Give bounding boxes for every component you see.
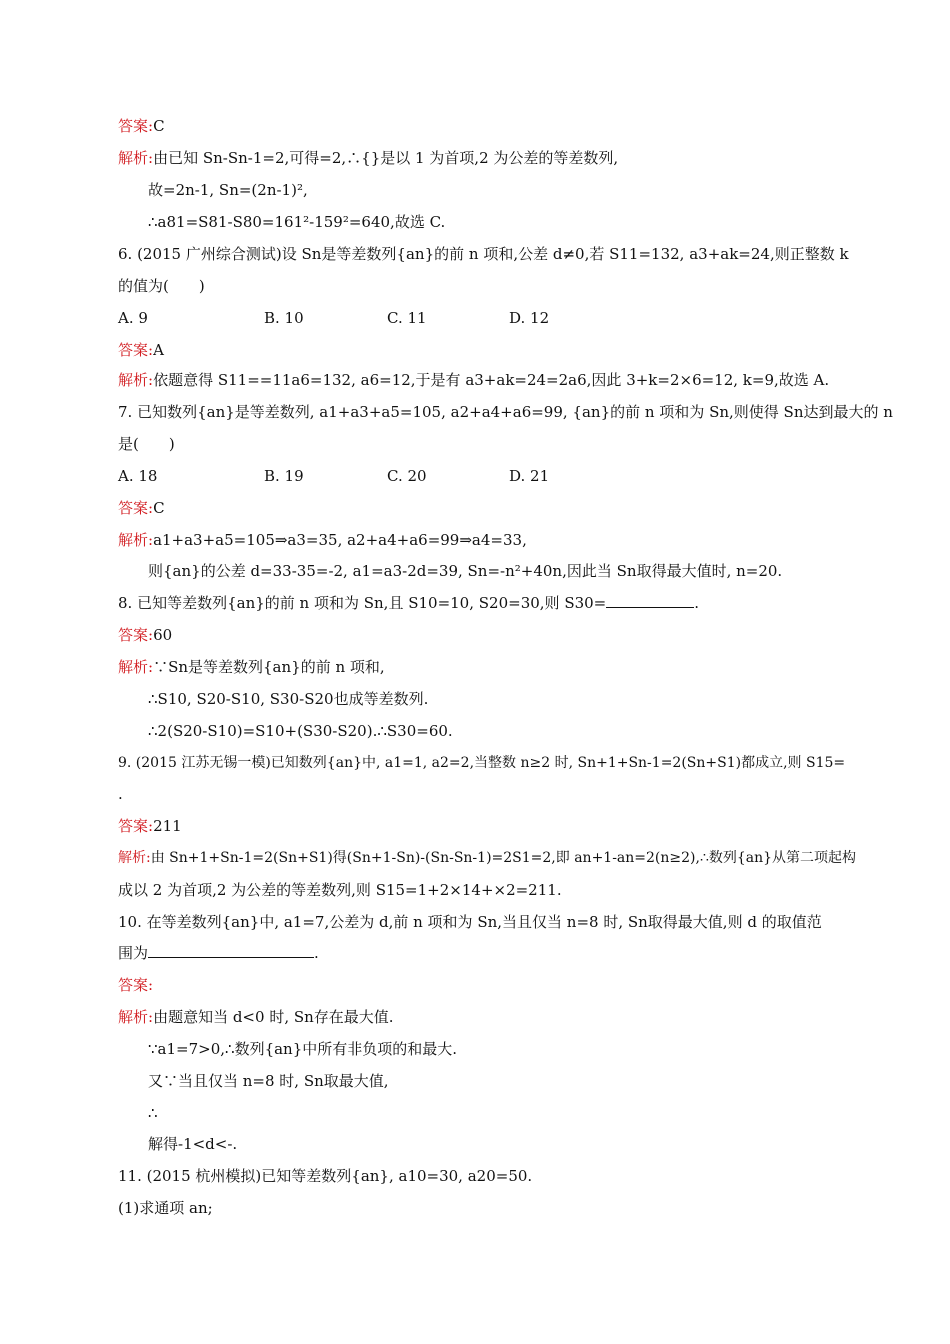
option-b: B. 19	[264, 467, 304, 485]
solution-line: 解得-1<d<-.	[148, 1135, 238, 1153]
question-7: 7. 已知数列{an}是等差数列, a1+a3+a5=105, a2+a4+a6=99, {an}的前 n 项和为 Sn,则使得 Sn达到最大的 n	[118, 403, 893, 421]
answer-line	[118, 116, 165, 136]
option-a: A. 18	[118, 467, 158, 485]
answer-label: 答案:	[118, 976, 154, 994]
solution-label: 解析:	[118, 658, 154, 676]
answer-blank	[148, 943, 314, 958]
answer-label: 答案:	[118, 626, 154, 644]
question-9-cont: .	[118, 785, 123, 803]
option-c: C. 20	[387, 467, 427, 485]
question-9: 9. (2015 江苏无锡一模)已知数列{an}中, a1=1, a2=2,当整数 n≥2 时, Sn+1+Sn-1=2(Sn+S1)都成立,则 S15=	[118, 755, 846, 771]
solution-line: ∴a81=S81-S80=161²-159²=640,故选 C.	[148, 213, 446, 231]
question-8-text: 8. 已知等差数列{an}的前 n 项和为 Sn,且 S10=10, S20=30,则 S30=	[118, 594, 607, 612]
answer-label: 答案:	[118, 341, 154, 359]
answer-text: 211	[153, 817, 182, 835]
option-a: A. 9	[118, 309, 148, 327]
answer-line	[118, 498, 165, 518]
answer-label: 答案:	[118, 817, 154, 835]
option-b: B. 10	[264, 309, 304, 327]
solution-line: ∵a1=7>0,∴数列{an}中所有非负项的和最大.	[148, 1040, 458, 1058]
answer-text: 60	[153, 626, 173, 644]
solution-text: 依题意得 S11==11a6=132, a6=12,于是有 a3+ak=24=2a6,因此 3+k=2×6=12, k=9,故选 A.	[153, 371, 830, 389]
answer-blank	[606, 593, 694, 608]
solution-line: ∴	[148, 1104, 158, 1122]
question-6: 6. (2015 广州综合测试)设 Sn是等差数列{an}的前 n 项和,公差 d≠0,若 S11=132, a3+ak=24,则正整数 k	[118, 245, 849, 263]
solution-line: 成以 2 为首项,2 为公差的等差数列,则 S15=1+2×14+×2=211.	[118, 881, 562, 899]
solution-line	[118, 370, 829, 390]
solution-line: 则{an}的公差 d=33-35=-2, a1=a3-2d=39, Sn=-n²+40n,因此当 Sn取得最大值时, n=20.	[148, 562, 783, 580]
question-7-cont: 是( )	[118, 435, 175, 453]
answer-line	[118, 340, 164, 360]
solution-label: 解析:	[118, 371, 154, 389]
solution-line: ∴2(S20-S10)=S10+(S30-S20).∴S30=60.	[148, 722, 453, 740]
solution-label: 解析:	[118, 850, 151, 866]
solution-text: ∵Sn是等差数列{an}的前 n 项和,	[153, 658, 385, 676]
question-11: 11. (2015 杭州模拟)已知等差数列{an}, a10=30, a20=50.	[118, 1167, 533, 1185]
question-11-part-1: (1)求通项 an;	[118, 1199, 213, 1217]
solution-line: 又∵当且仅当 n=8 时, Sn取最大值,	[148, 1072, 389, 1090]
question-8: 8. 已知等差数列{an}的前 n 项和为 Sn,且 S10=10, S20=30,则 S30= .	[118, 594, 700, 612]
option-d: D. 12	[509, 309, 550, 327]
answer-text: C	[153, 499, 165, 517]
answer-line	[118, 625, 172, 645]
solution-line: 故=2n-1, Sn=(2n-1)²,	[148, 181, 308, 199]
solution-line	[118, 1007, 394, 1027]
solution-line	[118, 148, 618, 168]
solution-text: a1+a3+a5=105⇒a3=35, a2+a4+a6=99⇒a4=33,	[153, 531, 527, 549]
question-10-cont: 围为 .	[118, 944, 319, 962]
question-10-text: 围为	[118, 944, 149, 962]
solution-line	[118, 848, 856, 868]
solution-line	[118, 657, 385, 677]
question-6-cont: 的值为( )	[118, 277, 205, 295]
option-c: C. 11	[387, 309, 427, 327]
solution-line	[118, 530, 527, 550]
answer-line	[118, 816, 182, 836]
question-10: 10. 在等差数列{an}中, a1=7,公差为 d,前 n 项和为 Sn,当且仅当 n=8 时, Sn取得最大值,则 d 的取值范	[118, 913, 822, 931]
solution-text: 由题意知当 d<0 时, Sn存在最大值.	[153, 1008, 394, 1026]
solution-label: 解析:	[118, 149, 154, 167]
solution-label: 解析:	[118, 531, 154, 549]
answer-text: C	[153, 117, 165, 135]
answer-label: 答案:	[118, 499, 154, 517]
answer-text: A	[153, 341, 164, 359]
answer-line	[118, 975, 153, 995]
option-d: D. 21	[509, 467, 550, 485]
answer-label: 答案:	[118, 117, 154, 135]
solution-label: 解析:	[118, 1008, 154, 1026]
solution-line: ∴S10, S20-S10, S30-S20也成等差数列.	[148, 690, 429, 708]
solution-text: 由 Sn+1+Sn-1=2(Sn+S1)得(Sn+1-Sn)-(Sn-Sn-1)=2S1=2,即 an+1-an=2(n≥2),∴数列{an}从第二项起构	[150, 850, 857, 866]
solution-text: 由已知 Sn-Sn-1=2,可得=2,∴{}是以 1 为首项,2 为公差的等差数列,	[153, 149, 619, 167]
